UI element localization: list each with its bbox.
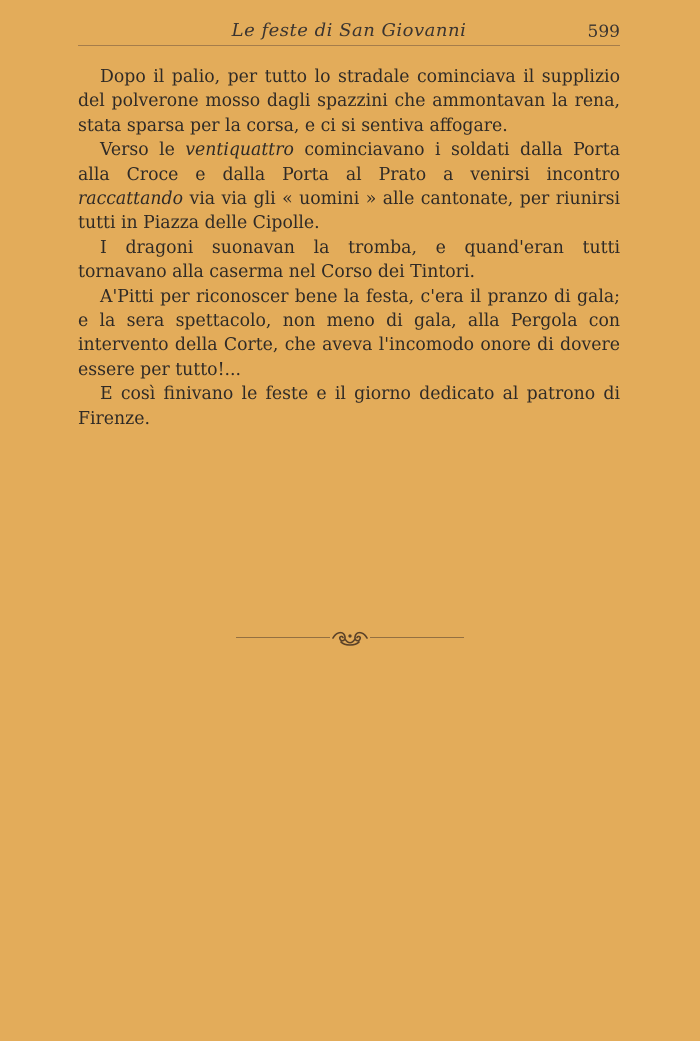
page-number: 599 [587,22,620,42]
paragraph [78,138,620,236]
ornament-rule-left [236,637,330,638]
paragraph [78,65,620,138]
tailpiece-ornament [236,628,464,648]
italic-text: raccattando [78,189,184,210]
running-title: Le feste di San Giovanni [231,20,467,41]
paragraph-text: via via gli « uomini » alle cantonate, per riunirsi tutti in Piazza delle Cipolle. [78,189,620,234]
paragraph [78,382,620,431]
paragraph-text: Verso le [100,140,186,161]
paragraph-text: A'Pitti per riconoscer bene la festa, c'era il pranzo di gala; e la sera spettacolo, non meno di gala, alla Pergola con intervento della Corte, che aveva l'incomodo onore di dovere essere per tutto!... [78,286,620,380]
paragraph-text: Dopo il palio, per tutto lo stradale cominciava il supplizio del polverone mosso dagli spazzini che ammontavan la rena, stata sparsa per la corsa, e ci si sentiva affogare. [78,67,620,136]
fleuron-tailpiece-icon [330,628,370,648]
paragraph-text: E così finivano le feste e il giorno dedicato al patrono di Firenze. [78,384,620,429]
paragraph-text: I dragoni suonavan la tromba, e quand'eran tutti tornavano alla caserma nel Corso dei Tintori. [78,237,620,283]
paragraph [78,285,620,383]
paragraph [78,236,620,285]
italic-text: ventiquattro [185,140,294,161]
paragraph-text: cominciavano i soldati dalla Porta alla Croce e dalla Porta al Prato a venirsi incontro [78,140,620,185]
body-text [78,65,620,431]
header-rule [78,45,620,46]
ornament-rule-right [370,637,464,638]
page-header [78,20,620,48]
